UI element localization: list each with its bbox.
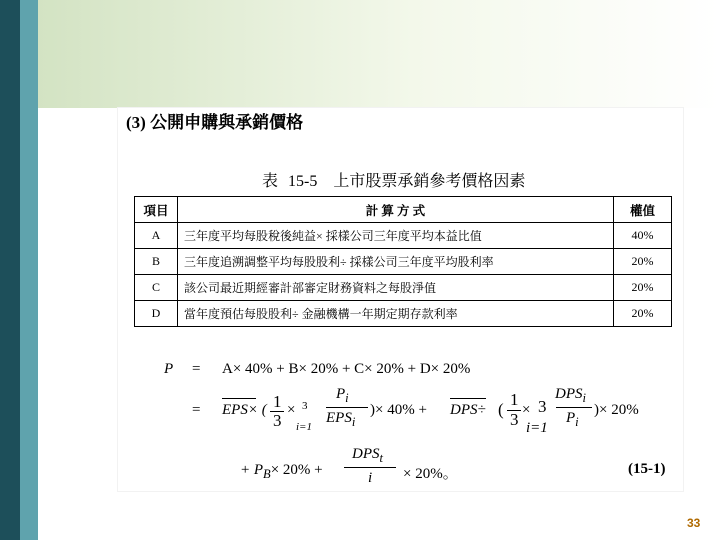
row-weight: 20%: [614, 301, 672, 327]
header-weight: 權值: [614, 197, 672, 223]
row-item: A: [135, 223, 178, 249]
frac-dpst: [352, 446, 383, 466]
frac-line-pi: [326, 407, 368, 408]
formula-equals-1: =: [192, 361, 201, 377]
dps-bar: [450, 398, 486, 399]
section-heading: (3) 公開申購與承銷價格: [126, 113, 304, 132]
dps-term: DPS÷: [450, 402, 486, 418]
formula-line-1: A× 40% + B× 20% + C× 20% + D× 20%: [222, 361, 471, 377]
frac-one-b: 1: [510, 390, 519, 409]
caption-prefix: 表: [262, 173, 279, 190]
dpst-letters: DPS: [352, 446, 380, 462]
row-weight: 40%: [614, 223, 672, 249]
left-light-band: [20, 0, 38, 540]
frac-line-dpst: [344, 467, 396, 468]
header-gradient: [38, 0, 720, 108]
table-caption: [262, 168, 525, 191]
frac-i: i: [368, 470, 373, 486]
sum-top-b: 3: [538, 397, 547, 416]
frac-three-a: 3: [273, 411, 282, 430]
line3-mid: × 20% +: [270, 462, 323, 478]
formula-label: (15-1): [628, 461, 666, 477]
epsi-sub: i: [351, 415, 356, 429]
frac-epsi: [326, 410, 355, 430]
dpsi-sub: i: [582, 391, 586, 405]
row-item: C: [135, 275, 178, 301]
pi-b-sub: i: [575, 415, 579, 429]
frac-line-dpsi: [556, 407, 592, 408]
row-weight: 20%: [614, 275, 672, 301]
formula-eps-term: EPS× (: [222, 402, 267, 418]
line3-sub-b: B: [263, 467, 271, 481]
frac-one-a: 1: [273, 392, 282, 411]
row-item: D: [135, 301, 178, 327]
dpst-sub: t: [379, 451, 383, 465]
close-b: )× 20%: [594, 402, 639, 418]
pi-letter: P: [336, 386, 346, 402]
frac-pi: [336, 386, 349, 406]
row-formula: 當年度預估每股股利÷ 金融機構一年期定期存款利率: [178, 301, 614, 327]
times-b: ×: [522, 402, 531, 418]
times-a: ×: [287, 402, 296, 418]
row-item: B: [135, 249, 178, 275]
frac-pi-b: [566, 410, 579, 430]
pi-b-letter: P: [566, 410, 576, 426]
table-header-row: [135, 197, 672, 223]
formula-equals-2: =: [192, 402, 201, 418]
header-item: 項目: [135, 197, 178, 223]
row-formula: 三年度追溯調整平均每股股利÷ 採樣公司三年度平均股利率: [178, 249, 614, 275]
line3-prefix-text: + P: [240, 462, 264, 478]
eps-bar: [222, 398, 256, 399]
table-row: [135, 275, 672, 301]
line3-end: × 20%。: [403, 466, 458, 482]
table-row: [135, 223, 672, 249]
frac-three-b: 3: [510, 410, 519, 429]
row-formula: 該公司最近期經審計部審定財務資料之每股淨值: [178, 275, 614, 301]
epsi-letters: EPS: [326, 410, 352, 426]
formula-p: P: [164, 361, 174, 377]
dpsi-letters: DPS: [555, 386, 583, 402]
table-row: [135, 301, 672, 327]
page-number: 33: [687, 516, 701, 530]
table-row: [135, 249, 672, 275]
sum-bottom-a: i=1: [296, 421, 312, 433]
pricing-factors-table: [134, 196, 672, 327]
header-formula: 計 算 方 式: [178, 197, 614, 223]
line3-prefix: [240, 462, 323, 482]
row-weight: 20%: [614, 249, 672, 275]
sum-bottom-b: i=1: [526, 420, 548, 436]
frac-dpsi: [555, 386, 586, 406]
sum-top-a: 3: [302, 400, 308, 412]
caption-number: 15-5: [288, 173, 318, 190]
left-dark-band: [0, 0, 20, 540]
caption-title: 上市股票承銷參考價格因素: [333, 173, 526, 190]
row-formula: 三年度平均每股稅後純益× 採樣公司三年度平均本益比值: [178, 223, 614, 249]
close-a: )× 40% +: [370, 402, 427, 418]
open-b: (: [498, 400, 504, 419]
pi-sub: i: [345, 391, 349, 405]
